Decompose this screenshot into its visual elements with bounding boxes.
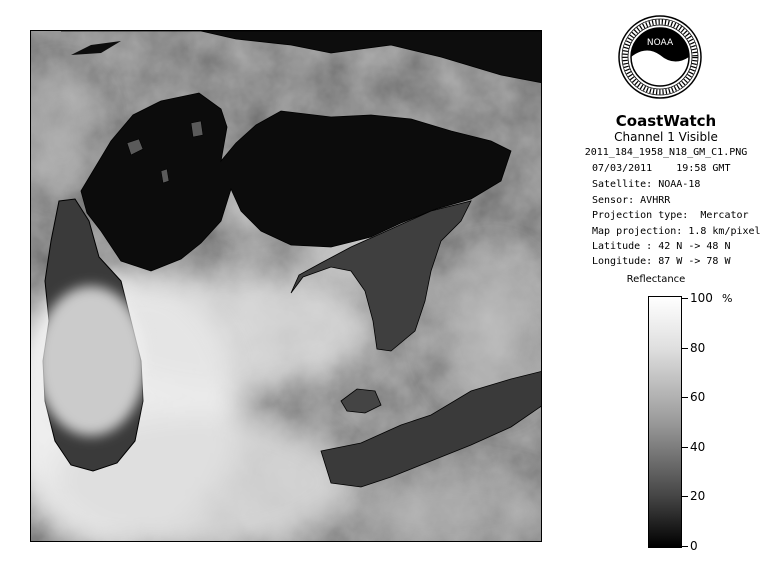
satellite-map-svg — [31, 31, 542, 542]
colorbar-unit: % — [722, 292, 733, 305]
satellite-label: Satellite: NOAA-18 — [592, 179, 701, 190]
colorbar-tick-label: 100 — [690, 291, 713, 305]
colorbar-tick — [682, 348, 688, 349]
satellite-image — [30, 30, 542, 542]
colorbar-tick-label: 20 — [690, 489, 706, 503]
product-title: CoastWatch — [615, 112, 717, 130]
colorbar-tick — [682, 447, 688, 448]
colorbar-tick — [682, 397, 688, 398]
colorbar-tick — [682, 298, 688, 299]
filename-label: 2011_184_1958_N18_GM_C1.PNG — [584, 147, 748, 158]
datetime-label: 07/03/2011 19:58 GMT — [592, 163, 731, 174]
noaa-logo — [618, 15, 702, 99]
projection-type-label: Projection type: Mercator — [592, 210, 749, 221]
sensor-label: Sensor: AVHRR — [592, 195, 671, 206]
latitude-label: Latitude : 42 N -> 48 N — [592, 241, 731, 252]
map-projection-label: Map projection: 1.8 km/pixel — [592, 226, 761, 237]
colorbar-title: Reflectance — [626, 274, 686, 285]
reflectance-colorbar — [648, 296, 682, 548]
colorbar-tick-label: 80 — [690, 341, 706, 355]
longitude-label: Longitude: 87 W -> 78 W — [592, 256, 731, 267]
colorbar-tick — [682, 546, 688, 547]
logo-text: NOAA — [646, 38, 674, 48]
colorbar-tick-label: 40 — [690, 440, 706, 454]
colorbar-tick — [682, 496, 688, 497]
channel-label: Channel 1 Visible — [614, 130, 718, 144]
colorbar-tick-label: 60 — [690, 390, 706, 404]
colorbar-tick-label: 0 — [690, 539, 698, 553]
